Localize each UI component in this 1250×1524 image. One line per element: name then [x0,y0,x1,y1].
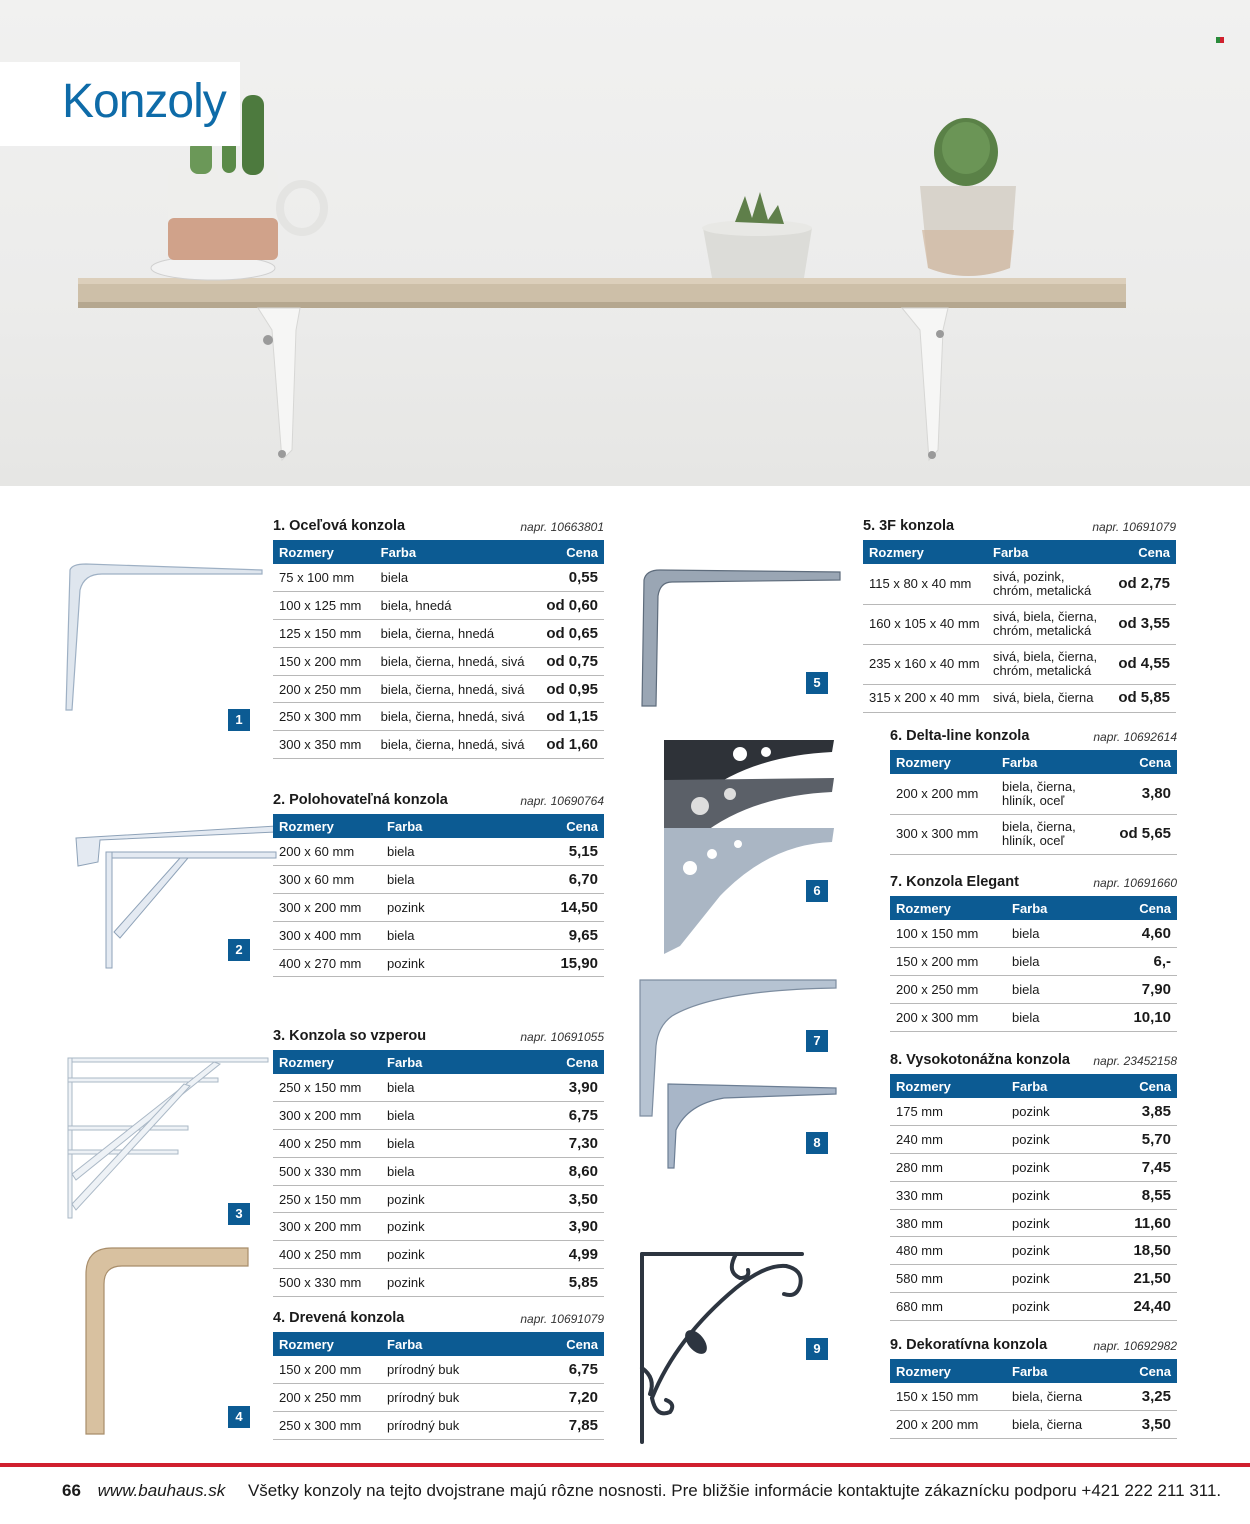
product-table [273,1332,604,1440]
website-link[interactable]: www.bauhaus.sk [97,1481,226,1500]
product-code: napr. 10691079 [1092,520,1176,534]
table-row: 250 x 150 mm biela 3,90 [273,1074,604,1102]
delta-line-bracket-illustration [660,736,840,960]
product-code: napr. 10692614 [1093,730,1177,744]
header-color: Farba [1006,896,1105,920]
table-row: 100 x 125 mm biela, hnedá od 0,60 [273,592,604,620]
footer-divider [0,1463,1250,1467]
table-row: 150 x 200 mm biela 6,- [890,948,1177,976]
wooden-bracket-illustration [82,1244,252,1440]
product-code: napr. 10663801 [520,520,604,534]
header-size: Rozmery [863,540,987,564]
footer-note: Všetky konzoly na tejto dvojstrane majú rôzne nosnosti. Pre bližšie informácie kontaktujte zákaznícku podporu +421 222 211 311. [247,1481,1222,1500]
table-row: 115 x 80 x 40 mm sivá, pozink, chróm, metalická od 2,75 [863,564,1176,604]
product-title: 9. Dekoratívna konzola [890,1337,1048,1353]
product-badge-2: 2 [228,939,250,961]
table-row: 580 mm pozink 21,50 [890,1265,1177,1293]
table-row: 300 x 200 mm pozink 14,50 [273,894,604,922]
header-color: Farba [381,1050,522,1074]
product-8 [890,1052,1177,1321]
header-color: Farba [381,814,522,838]
decorative-bracket-illustration [636,1248,810,1448]
product-title: 2. Polohovateľná konzola [273,792,448,808]
table-row: 280 mm pozink 7,45 [890,1154,1177,1182]
product-7 [890,874,1177,1032]
product-code: napr. 10691079 [520,1312,604,1326]
table-row: 300 x 60 mm biela 6,70 [273,866,604,894]
table-row: 380 mm pozink 11,60 [890,1209,1177,1237]
flag-icon [1216,30,1224,36]
header-price: Cena [522,1050,604,1074]
page-title-box [0,62,240,146]
product-table [890,750,1177,855]
table-row: 500 x 330 mm biela 8,60 [273,1157,604,1185]
table-row: 175 mm pozink 3,85 [890,1098,1177,1126]
product-badge-8: 8 [806,1132,828,1154]
table-row: 250 x 300 mm prírodný buk 7,85 [273,1412,604,1440]
header-price: Cena [1105,750,1177,774]
header-price: Cena [522,1332,604,1356]
header-price: Cena [1105,1359,1177,1383]
header-size: Rozmery [890,896,1006,920]
header-size: Rozmery [890,1359,1006,1383]
product-badge-9: 9 [806,1338,828,1360]
product-3 [273,1028,604,1297]
table-row: 150 x 200 mm biela, čierna, hnedá, sivá od 0,75 [273,647,604,675]
table-row: 330 mm pozink 8,55 [890,1181,1177,1209]
product-code: napr. 10692982 [1093,1339,1177,1353]
header-color: Farba [996,750,1105,774]
header-price: Cena [530,540,604,564]
product-table [273,814,604,977]
footer [62,1481,1221,1501]
product-5 [863,518,1176,713]
table-row: 75 x 100 mm biela 0,55 [273,564,604,592]
header-price: Cena [522,814,604,838]
table-row: 200 x 250 mm biela 7,90 [890,976,1177,1004]
table-row: 235 x 160 x 40 mm sivá, biela, čierna, chróm, metalická od 4,55 [863,644,1176,684]
table-row: 150 x 150 mm biela, čierna 3,25 [890,1383,1177,1411]
table-row: 200 x 60 mm biela 5,15 [273,838,604,866]
product-code: napr. 10690764 [520,794,604,808]
heavy-duty-bracket-illustration [664,1080,840,1172]
table-row: 100 x 150 mm biela 4,60 [890,920,1177,948]
header-size: Rozmery [273,814,381,838]
header-price: Cena [1110,540,1176,564]
table-row: 300 x 200 mm pozink 3,90 [273,1213,604,1241]
table-row: 250 x 150 mm pozink 3,50 [273,1185,604,1213]
product-table [890,896,1177,1032]
table-row: 300 x 200 mm biela 6,75 [273,1102,604,1130]
product-code: napr. 23452158 [1093,1054,1177,1068]
product-title: 4. Drevená konzola [273,1310,405,1326]
header-color: Farba [1006,1074,1105,1098]
product-table [273,1050,604,1297]
table-row: 315 x 200 x 40 mm sivá, biela, čierna od 5,85 [863,684,1176,712]
product-badge-7: 7 [806,1030,828,1052]
header-color: Farba [1006,1359,1105,1383]
table-row: 250 x 300 mm biela, čierna, hnedá, sivá od 1,15 [273,703,604,731]
header-size: Rozmery [273,1050,381,1074]
table-row: 200 x 200 mm biela, čierna, hliník, oceľ 3,80 [890,774,1177,814]
table-row: 300 x 400 mm biela 9,65 [273,921,604,949]
product-1 [273,518,604,759]
header-color: Farba [987,540,1110,564]
header-color: Farba [375,540,531,564]
table-row: 240 mm pozink 5,70 [890,1126,1177,1154]
product-2 [273,792,604,977]
header-size: Rozmery [273,1332,381,1356]
table-row: 160 x 105 x 40 mm sivá, biela, čierna, chróm, metalická od 3,55 [863,604,1176,644]
header-price: Cena [1105,896,1177,920]
product-table [863,540,1176,713]
table-row: 400 x 250 mm pozink 4,99 [273,1241,604,1269]
product-badge-4: 4 [228,1406,250,1428]
product-code: napr. 10691660 [1093,876,1177,890]
product-table [890,1074,1177,1321]
table-row: 150 x 200 mm prírodný buk 6,75 [273,1356,604,1384]
page-title: Konzoly [62,75,226,128]
product-badge-3: 3 [228,1203,250,1225]
table-row: 300 x 300 mm biela, čierna, hliník, oceľ od 5,65 [890,814,1177,854]
product-4 [273,1310,604,1440]
page-number: 66 [62,1481,81,1500]
product-title: 1. Oceľová konzola [273,518,406,534]
hero-photo [0,0,1250,486]
product-title: 8. Vysokotonážna konzola [890,1052,1070,1068]
product-badge-1: 1 [228,709,250,731]
table-row: 200 x 250 mm prírodný buk 7,20 [273,1384,604,1412]
product-title: 6. Delta-line konzola [890,728,1030,744]
header-size: Rozmery [890,1074,1006,1098]
product-table [273,540,604,759]
header-size: Rozmery [890,750,996,774]
table-row: 400 x 270 mm pozink 15,90 [273,949,604,977]
product-table [890,1359,1177,1439]
product-9 [890,1337,1177,1439]
table-row: 200 x 250 mm biela, čierna, hnedá, sivá od 0,95 [273,675,604,703]
table-row: 125 x 150 mm biela, čierna, hnedá od 0,65 [273,620,604,648]
header-price: Cena [1105,1074,1177,1098]
table-row: 200 x 300 mm biela 10,10 [890,1003,1177,1031]
product-badge-6: 6 [806,880,828,902]
header-size: Rozmery [273,540,375,564]
product-title: 5. 3F konzola [863,518,955,534]
steel-bracket-illustration [62,560,272,720]
product-title: 3. Konzola so vzperou [273,1028,427,1044]
table-row: 500 x 330 mm pozink 5,85 [273,1269,604,1297]
table-row: 680 mm pozink 24,40 [890,1293,1177,1321]
product-title: 7. Konzola Elegant [890,874,1019,890]
table-row: 300 x 350 mm biela, čierna, hnedá, sivá od 1,60 [273,731,604,759]
table-row: 480 mm pozink 18,50 [890,1237,1177,1265]
product-code: napr. 10691055 [520,1030,604,1044]
table-row: 400 x 250 mm biela 7,30 [273,1130,604,1158]
product-6 [890,728,1177,855]
header-color: Farba [381,1332,522,1356]
strut-bracket-illustration [64,1054,274,1224]
product-badge-5: 5 [806,672,828,694]
table-row: 200 x 200 mm biela, čierna 3,50 [890,1411,1177,1439]
